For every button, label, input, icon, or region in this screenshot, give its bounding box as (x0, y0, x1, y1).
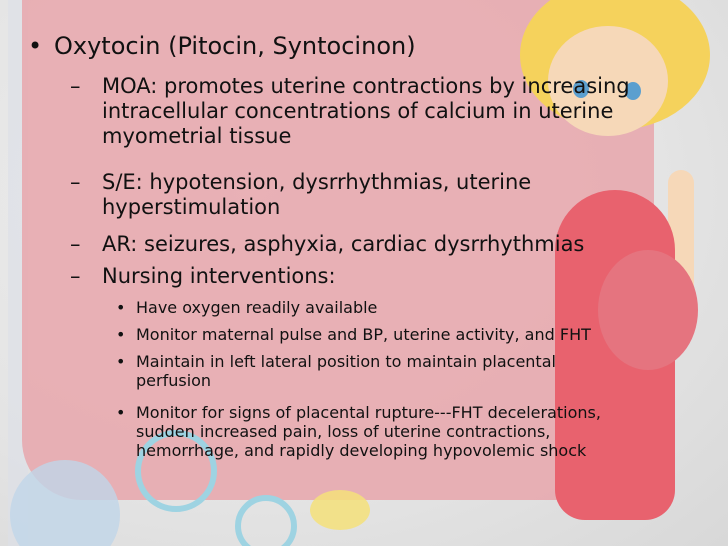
dash-marker: – (70, 232, 81, 256)
item-line: myometrial tissue (102, 124, 292, 149)
bullet-marker: • (116, 352, 126, 371)
subitem-line: Have oxygen readily available (136, 298, 378, 317)
subitem-line: Maintain in left lateral position to maintain placental (136, 352, 556, 371)
item-line: AR: seizures, asphyxia, cardiac dysrrhythmias (102, 232, 585, 256)
item-line: hyperstimulation (102, 195, 281, 220)
subitem-line: hemorrhage, and rapidly developing hypovolemic shock (136, 441, 587, 461)
dash-marker: – (70, 264, 81, 288)
subitem-line: sudden increased pain, loss of uterine contractions, (136, 422, 551, 442)
bullet-text: Oxytocin (Pitocin, Syntocinon) (54, 32, 416, 60)
bullet-marker: • (116, 403, 126, 422)
subitem-line: Monitor maternal pulse and BP, uterine activity, and FHT (136, 325, 591, 344)
bullet-marker: • (28, 32, 43, 60)
dash-marker: – (70, 170, 81, 194)
bullet-level2-moa (70, 74, 630, 150)
bullet-level3 (116, 325, 591, 344)
bullet-marker: • (116, 325, 126, 344)
subitem-line: Monitor for signs of placental rupture---FHT decelerations, (136, 403, 601, 422)
bullet-level2-nursing (70, 264, 336, 289)
item-line: S/E: hypotension, dysrrhythmias, uterine (102, 170, 532, 194)
bullet-level3 (116, 298, 377, 317)
bullet-level2-side-effects (70, 170, 531, 220)
bullet-level1 (28, 32, 416, 61)
item-line: MOA: promotes uterine contractions by increasing (102, 74, 630, 98)
item-line: intracellular concentrations of calcium in uterine (102, 99, 614, 124)
bullet-marker: • (116, 298, 126, 317)
dash-marker: – (70, 74, 81, 98)
item-line: Nursing interventions: (102, 264, 336, 288)
subitem-line: perfusion (136, 371, 212, 391)
bullet-level2-adverse-reactions (70, 232, 584, 257)
bullet-level3 (116, 403, 601, 461)
bullet-level3 (116, 352, 556, 390)
